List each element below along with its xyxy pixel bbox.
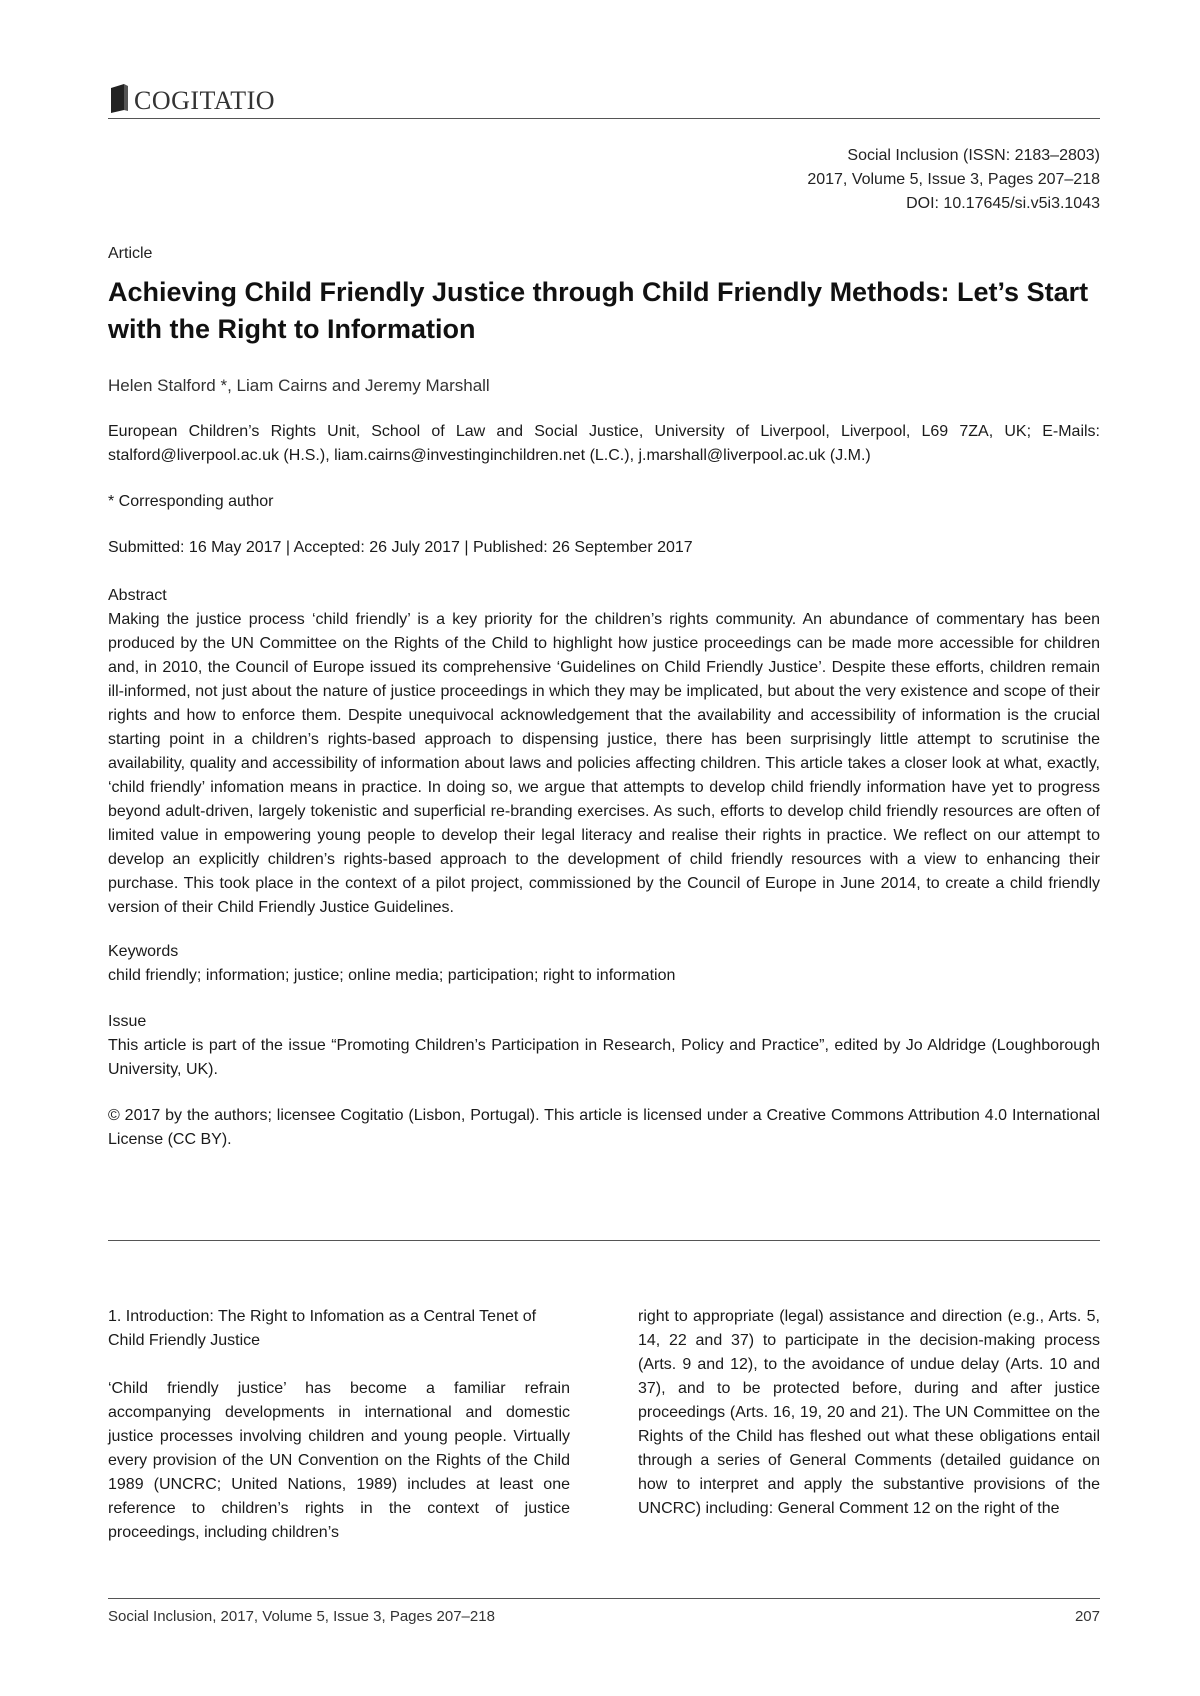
issue-text: This article is part of the issue “Promoting Children’s Participation in Research, Policy and Practice”, edited by Jo Aldridge (Loughborough University, UK). (108, 1037, 1100, 1078)
journal-issn: Social Inclusion (ISSN: 2183–2803) (847, 147, 1100, 164)
section-heading: 1. Introduction: The Right to Infomation as a Central Tenet of Child Friendly Justice (108, 1308, 537, 1349)
body-column-left (108, 1305, 570, 1545)
brand-name: COGITATIO (134, 86, 276, 115)
header-divider (108, 118, 1100, 119)
publisher-logo (108, 78, 275, 114)
footer-citation: Social Inclusion, 2017, Volume 5, Issue 3, Pages 207–218 (108, 1608, 495, 1625)
article-front-matter (108, 242, 1100, 1152)
body-column-right (638, 1305, 1100, 1521)
journal-volume: 2017, Volume 5, Issue 3, Pages 207–218 (807, 171, 1100, 188)
footer-divider (108, 1598, 1100, 1599)
article-title: Achieving Child Friendly Justice through Child Friendly Methods: Let’s Start with the Right to Information (108, 277, 1089, 344)
article-type: Article (108, 245, 153, 262)
publication-dates: Submitted: 16 May 2017 | Accepted: 26 July 2017 | Published: 26 September 2017 (108, 539, 693, 556)
page-footer (108, 1608, 1100, 1625)
keywords-text: child friendly; information; justice; online media; participation; right to information (108, 967, 676, 984)
page-number: 207 (1074, 1608, 1100, 1625)
author-list: Helen Stalford *, Liam Cairns and Jeremy Marshall (108, 376, 490, 395)
corresponding-author-note: * Corresponding author (108, 493, 274, 510)
body-paragraph: ‘Child friendly justice’ has become a familiar refrain accompanying developments in international and domestic justice processes involving children and young people. Virtually every provision of the UN Convention on the Rights of the Child 1989 (UNCRC; United Nations, 1989) includes at least one reference to children’s rights in the context of justice proceedings, including children’s (108, 1380, 570, 1541)
keywords-heading: Keywords (108, 943, 179, 960)
body-paragraph: right to appropriate (legal) assistance and direction (e.g., Arts. 5, 14, 22 and 37) to participate in the decision-making process (Arts. 9 and 12), to the avoidance of undue delay (Arts. 10 and 37), and to be protected before, during and after justice proceedings (Arts. 16, 19, 20 and 21). The UN Committee on the Rights of the Child has fleshed out what these obligations entail through a series of General Comments (detailed guidance on how to interpret and apply the substantive provisions of the UNCRC) including: General Comment 12 on the right of the (638, 1308, 1100, 1517)
journal-meta (807, 144, 1100, 216)
book-icon (108, 82, 130, 114)
issue-heading: Issue (108, 1013, 147, 1030)
front-matter-divider (108, 1240, 1100, 1241)
journal-doi: DOI: 10.17645/si.v5i3.1043 (906, 195, 1100, 212)
abstract-heading: Abstract (108, 587, 167, 604)
abstract-text: Making the justice process ‘child friendly’ is a key priority for the children’s rights community. An abundance of commentary has been produced by the UN Committee on the Rights of the Child to highlight how justice proceedings can be made more accessible for children and, in 2010, the Council of Europe issued its comprehensive ‘Guidelines on Child Friendly Justice’. Despite these efforts, children remain ill-informed, not just about the nature of justice proceedings in which they may be implicated, but about the very existence and scope of their rights and how to enforce them. Despite unequivocal acknowledgement that the availability and accessibility of information is the crucial starting point in a children’s rights-based approach to dispensing justice, there has been surprisingly little attempt to scrutinise the availability, quality and accessibility of information about laws and policies affecting children. This article takes a closer look at what, exactly, ‘child friendly’ infomation means in practice. In doing so, we argue that attempts to develop child friendly information have yet to progress beyond adult-driven, largely tokenistic and superficial re-branding exercises. As such, efforts to develop child friendly resources are often of limited value in empowering young people to develop their legal literacy and realise their rights in practice. We reflect on our attempt to develop an explicitly children’s rights-based approach to the development of child friendly resources with a view to enhancing their purchase. This took place in the context of a pilot project, commissioned by the Council of Europe in June 2014, to create a child friendly version of their Child Friendly Justice Guidelines. (108, 611, 1100, 916)
affiliation: European Children’s Rights Unit, School of Law and Social Justice, University of Liverpool, Liverpool, L69 7ZA, UK; E-Mails: stalford@liverpool.ac.uk (H.S.), liam.cairns@investinginchildren.net (L.C.), j.marshall@liverpool.ac.uk (J.M.) (108, 423, 1100, 464)
license-text: © 2017 by the authors; licensee Cogitatio (Lisbon, Portugal). This article is licensed under a Creative Commons Attribution 4.0 International License (CC BY). (108, 1107, 1100, 1148)
